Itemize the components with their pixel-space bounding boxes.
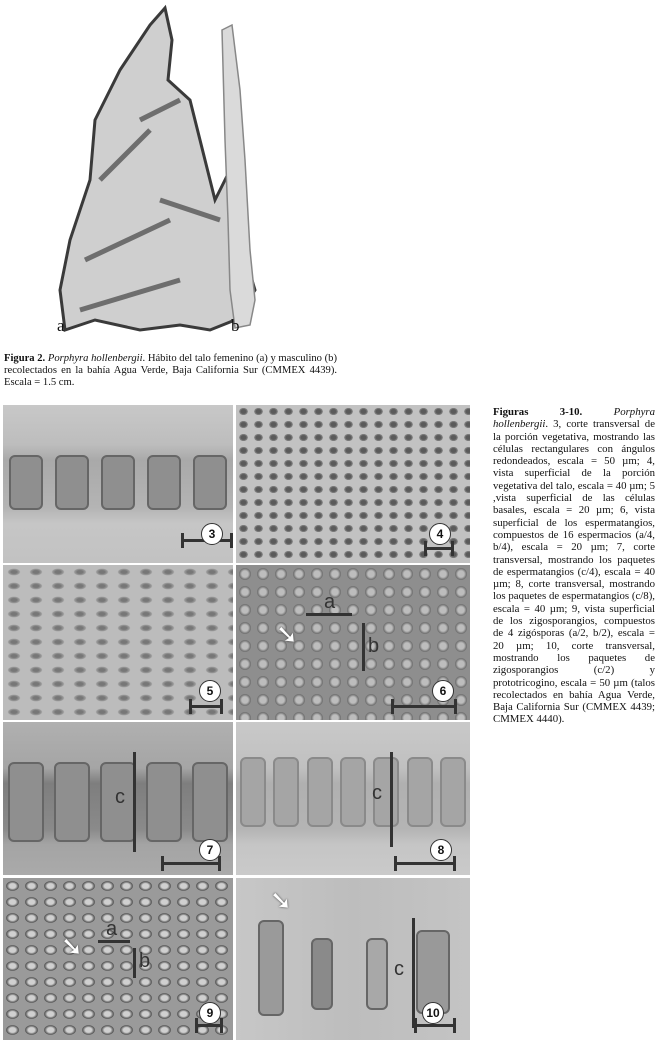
panel-9 [3, 878, 233, 1040]
panel-number: 10 [422, 1002, 444, 1024]
scale-bar [414, 1024, 456, 1027]
scale-bar [189, 705, 223, 708]
panel-3 [3, 405, 233, 563]
label-b: b [139, 950, 151, 972]
panel-number: 4 [429, 523, 451, 545]
label-c: c [372, 782, 382, 804]
panel-7 [3, 722, 233, 875]
scale-bar [161, 862, 221, 865]
label-b: b [368, 635, 380, 657]
figures-3-10-species: Porphyra hollenbergii [493, 406, 655, 431]
panel-10 [236, 878, 470, 1040]
panel-number: 6 [432, 680, 454, 702]
figures-3-10-caption [493, 406, 655, 726]
scale-bar [424, 547, 454, 550]
figure-2-species: Porphyra hollenbergii [47, 353, 143, 364]
figure-2-caption [4, 353, 337, 390]
label-a: a [106, 918, 118, 940]
panel-number: 9 [199, 1002, 221, 1024]
arrow-icon: ➘ [270, 886, 292, 916]
label-c: c [115, 786, 125, 808]
label-a: a [324, 591, 336, 613]
panel-4 [236, 405, 470, 563]
panel-6 [236, 565, 470, 720]
scale-bar [195, 1024, 223, 1027]
scale-bar [394, 862, 456, 865]
panel-number: 8 [430, 839, 452, 861]
scale-bar [391, 705, 457, 708]
label-c: c [394, 958, 404, 980]
thallus-label-b: b [231, 316, 240, 335]
panel-number: 3 [201, 523, 223, 545]
panel-8 [236, 722, 470, 875]
arrow-icon: ➘ [61, 932, 83, 962]
panel-number: 5 [199, 680, 221, 702]
figure-2-text: . Hábito del talo femenino (a) y masculino (b) recolectados en la bahía Agua Verde, Baja California Sur (CMMEX 4439). Escala = 1.5 cm. [4, 353, 337, 389]
figures-3-10-text: . 3, corte transversal de la porción vegetativa, mostrando las células rectangulares con ángulos redondeados, escala = 50 µm; 4, vista superficial de la porción vegetativa del talo, escala = 40 µm; 5 ,vista superficial de las células basales, escala = 20 µm; 6, vista superficial de los espermatangios, compuestos de 16 espermacios (a/4, b/4), escala = 20 µm; 7, corte transversal, mostrando los paquetes de espermatangios (c/4), escala = 40 µm; 8, corte transversal, mostrando los paquetes de espermatangios (c/8), escala = 40 µm; 9, vista superficial de los zigosporangios, compuestos de 4 zigósporas (a/2, b/2), escala = 20 µm; 10, corte transversal, mostrando los paquetes de zigosporangios (c/2) y prototricogino, escala = 50 µm (talos recolectados en bahía Agua Verde, Baja California Sur (CMMEX 4439; CMMEX 4440). [493, 418, 655, 726]
thallus-label-a: a [57, 316, 65, 335]
figure-2-title: Figura 2. [4, 353, 46, 364]
thallus-photographs [40, 0, 320, 340]
panel-5 [3, 565, 233, 720]
arrow-icon: ➘ [276, 620, 298, 650]
figures-3-10-title: Figuras 3-10. [493, 406, 583, 418]
panel-number: 7 [199, 839, 221, 861]
